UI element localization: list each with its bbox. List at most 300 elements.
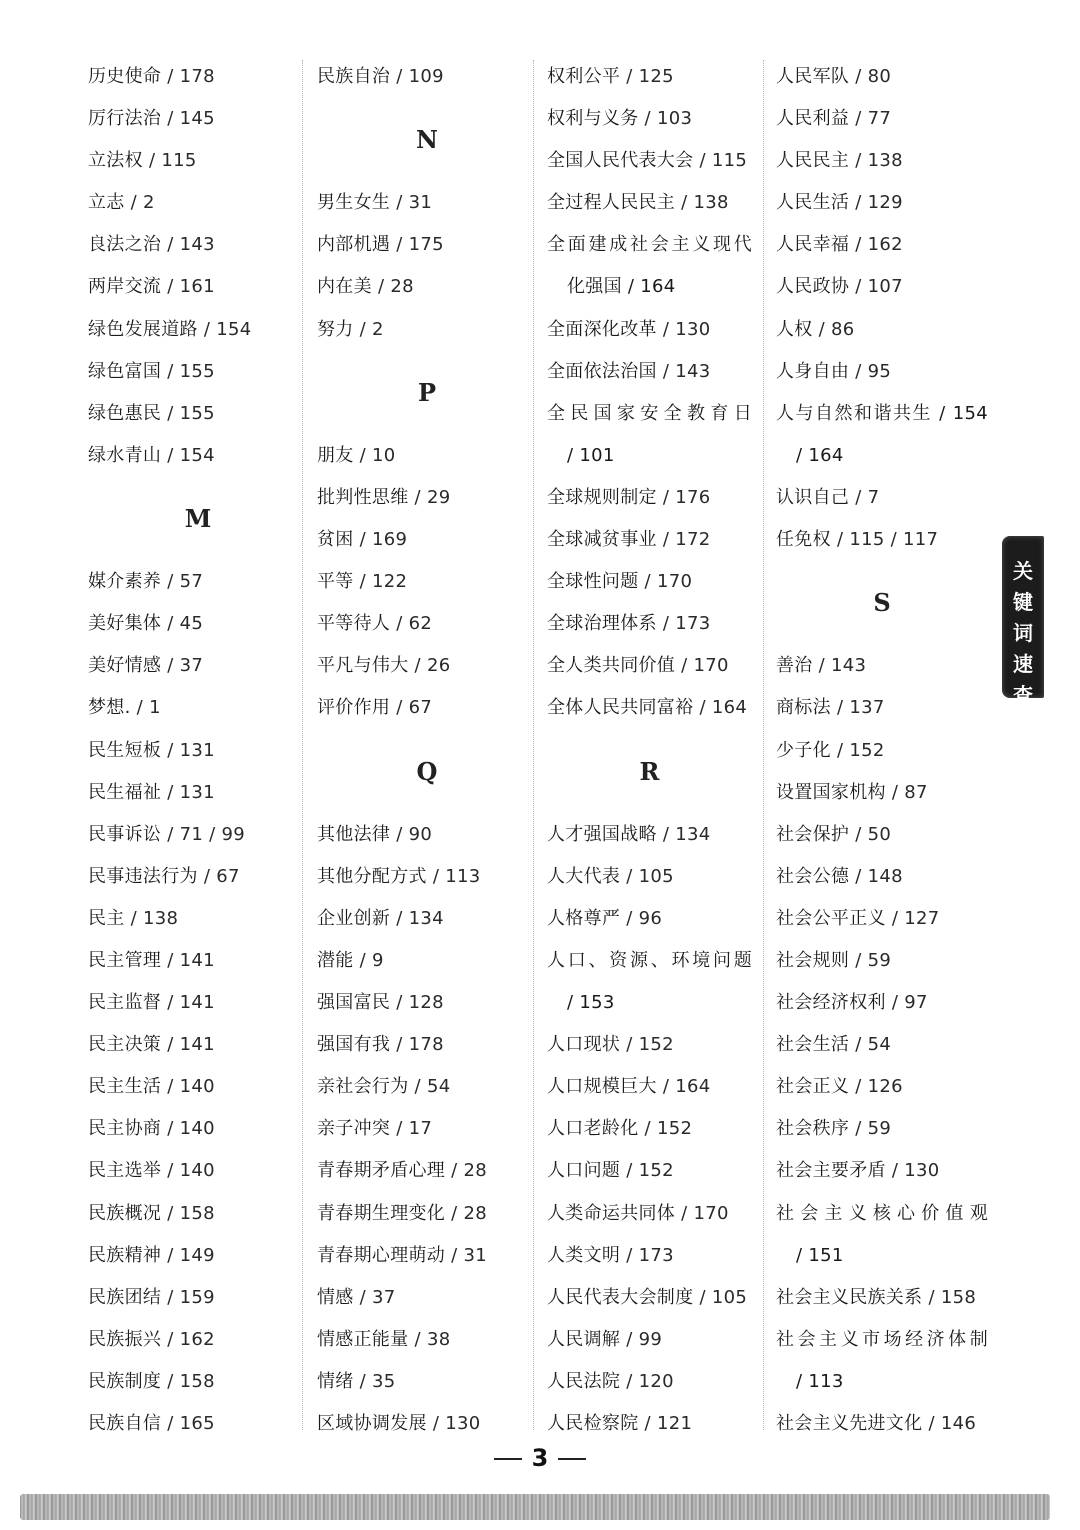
index-separator: / [855,865,862,887]
index-separator: / [451,1202,458,1224]
index-page-ref: 115 / 117 [849,529,939,551]
index-separator: / [396,907,403,929]
index-separator: / [359,1286,367,1308]
index-term: 民族团结 [88,1286,162,1308]
index-entry [776,940,988,982]
index-page-ref: 127 [904,907,940,929]
index-term: 内在美 [317,276,372,298]
index-entry [547,393,752,477]
index-entry [88,1235,308,1277]
index-entry [776,1066,988,1108]
index-separator: / [167,1286,174,1308]
index-entry [88,730,308,772]
index-page-ref: / 101 [567,444,615,466]
index-separator: / [414,655,421,677]
index-entry [547,561,752,603]
index-entry [88,603,308,645]
index-separator: / [167,1160,174,1182]
index-term: 情感正能量 [317,1328,409,1350]
index-separator: / [167,949,174,971]
index-separator: / [167,1244,174,1266]
index-separator: / [836,739,844,761]
index-page-ref: 134 [675,823,711,845]
index-page-ref: 87 [904,781,928,803]
index-separator: / [414,1076,421,1098]
index-separator: / [836,529,844,551]
index-separator: / [662,360,670,382]
index-separator: / [891,781,899,803]
index-entry [317,224,537,266]
index-entry [776,1108,988,1150]
index-term: 社会生活 [776,1034,850,1056]
index-term: 全国人民代表大会 [547,150,694,172]
index-separator: / [414,486,421,508]
index-term: 其他法律 [317,823,391,845]
index-page-ref: 143 [831,655,867,677]
index-entry [88,309,308,351]
index-term: 民生福祉 [88,781,162,803]
index-page-ref: / 153 [567,992,615,1014]
index-term: 民主监督 [88,992,162,1014]
index-term: 民主选举 [88,1160,162,1182]
index-separator: / [167,992,174,1014]
index-separator: / [855,1034,862,1056]
index-page-ref: 173 [675,613,711,635]
index-separator: / [167,655,174,677]
index-entry [776,856,988,898]
index-page-ref: 175 [408,234,444,256]
index-separator: / [626,66,633,87]
index-entry [88,1193,308,1235]
index-term: 媒介素养 [88,571,162,593]
index-term: 立志 [88,192,125,214]
index-term: 男生女生 [317,192,391,214]
index-term: 民事诉讼 [88,823,162,845]
index-entry [317,561,537,603]
index-term: 人民幸福 [776,234,850,256]
index-separator: / [167,402,174,424]
index-entry [776,182,988,224]
index-page-ref: 164 [675,1076,711,1098]
index-page-ref: 90 [408,823,433,845]
index-separator: / [681,1202,688,1224]
index-term: 美好情感 [88,655,162,677]
index-term: 人民检察院 [547,1413,639,1434]
index-page-ref: 178 [408,1034,444,1056]
index-entry [88,393,308,435]
index-separator: / [396,823,403,845]
index-page-ref: 62 [408,613,433,635]
index-term: 善治 [776,655,813,677]
index-entry [88,266,308,308]
index-separator: / [396,613,403,635]
index-separator: / [891,907,899,929]
index-separator: / [167,1118,174,1140]
index-entry [547,1108,752,1150]
index-term: 潜能 [317,949,354,971]
index-column-2 [317,56,537,1445]
index-entry [88,1403,308,1445]
index-term: 人大代表 [547,865,621,887]
index-entry [317,603,537,645]
index-separator: / [626,1328,633,1350]
index-page-ref: 176 [675,486,711,508]
index-entry [776,1403,988,1445]
index-term: 人民调解 [547,1328,621,1350]
tab-char: 速 [1013,652,1033,676]
index-page-ref: / 113 [796,1370,844,1392]
index-page-ref: 57 [179,571,204,593]
index-entry [317,1277,537,1319]
index-term: 社会正义 [776,1076,850,1098]
index-page-ref: 140 [179,1076,215,1098]
index-term: 权利公平 [547,66,621,87]
index-page-ref: 28 [463,1202,488,1224]
index-separator: / [855,192,862,214]
index-term: 民族自治 [317,66,391,87]
index-term: 社会秩序 [776,1118,850,1140]
index-entry [317,1108,537,1150]
index-term: 人口现状 [547,1034,621,1056]
index-term: 历史使命 [88,66,162,87]
index-entry [88,982,308,1024]
index-page-ref: 99 [638,1328,663,1350]
index-term: 人格尊严 [547,907,621,929]
index-separator: / [662,529,670,551]
index-term: 企业创新 [317,907,391,929]
index-term: 民主生活 [88,1076,162,1098]
index-entry [547,477,752,519]
index-page-ref: 115 [711,150,748,172]
index-separator: / [626,1160,633,1182]
index-entry [88,1150,308,1192]
index-term: 全过程人民民主 [547,192,676,214]
index-entry [547,1235,752,1277]
index-entry [88,435,308,477]
index-entry [317,645,537,687]
index-separator: / [644,1413,651,1434]
index-entry [776,477,988,519]
index-term: 商标法 [776,697,831,719]
index-term: 人才强国战略 [547,823,657,845]
index-separator: / [626,907,633,929]
index-entry [317,1361,537,1403]
index-term: 全面深化改革 [547,318,657,340]
index-term: 社会经济权利 [776,992,886,1014]
index-page-ref: 161 [179,276,215,298]
index-page-ref: 141 [179,992,215,1014]
index-term: 人民军队 [776,66,850,87]
index-term: 批判性思维 [317,486,409,508]
index-page-ref: 122 [372,571,408,593]
index-entry [88,1108,308,1150]
index-term: 全面建成社会主义现代 [547,234,752,256]
index-separator: / [167,444,174,466]
index-entry [547,814,752,856]
index-entry [317,1024,537,1066]
index-term: 社会主义民族关系 [776,1286,923,1308]
column-divider [533,60,534,1430]
index-term: 民主管理 [88,949,162,971]
index-term: 认识自己 [776,486,850,508]
index-entry [776,687,988,729]
index-term: 亲子冲突 [317,1118,391,1140]
index-page-ref: 54 [867,1034,892,1056]
index-separator: / [167,66,174,87]
index-page-ref: 129 [867,192,903,214]
index-entry [317,1150,537,1192]
index-page-ref: 152 [656,1118,693,1140]
index-page-ref: 2 [372,318,384,340]
index-term: 青春期生理变化 [317,1202,446,1224]
index-term: 绿色惠民 [88,402,162,424]
index-page-ref: 158 [179,1202,215,1224]
index-page-ref: 138 [867,150,903,172]
index-term: 社会保护 [776,823,850,845]
index-entry [88,98,308,140]
index-separator: / [167,1413,174,1434]
index-separator: / [818,655,826,677]
index-page-ref: 77 [867,108,892,130]
index-page-ref: 105 [711,1286,748,1308]
index-entry [776,519,988,561]
index-page-ref: / 164 [796,444,844,466]
index-entry [547,1193,752,1235]
index-page-ref: 152 [638,1160,674,1182]
index-term: 朋友 [317,444,354,466]
index-separator: / [167,1034,174,1056]
index-entry [776,393,988,477]
index-separator: / [167,571,174,593]
index-page-ref: 45 [179,613,204,635]
index-separator: / [359,444,367,466]
index-page-ref: 67 [408,697,433,719]
index-separator: / [855,234,862,256]
index-term: 良法之治 [88,234,162,256]
index-separator: / [818,318,826,340]
index-page-ref: 10 [372,444,396,466]
index-term: 青春期心理萌动 [317,1244,446,1266]
index-page-ref: 105 [638,865,674,887]
index-term: 其他分配方式 [317,865,427,887]
index-separator: / [644,1118,651,1140]
index-separator: / [855,150,862,172]
section-letter-heading: M [184,503,212,533]
index-page-ref: 178 [179,66,215,87]
index-term: 梦想. [88,697,131,719]
index-page-ref: 128 [408,992,444,1014]
index-page-ref: 143 [179,234,215,256]
index-entry [88,687,308,729]
index-term: 努力 [317,318,354,340]
index-term: 评价作用 [317,697,391,719]
index-term: 人口问题 [547,1160,621,1182]
index-entry [317,182,537,224]
index-entry [776,224,988,266]
index-entry [317,940,537,982]
index-entry [776,1193,988,1277]
section-letter-heading: P [417,377,437,407]
index-separator: / [855,66,862,87]
index-separator: / [855,276,862,298]
index-term: 美好集体 [88,613,162,635]
index-page-ref: 169 [372,529,408,551]
index-entry [547,309,752,351]
index-separator: / [396,66,403,87]
index-term: 人类命运共同体 [547,1202,676,1224]
index-page-ref: 170 [656,571,693,593]
index-page-ref: 130 [445,1413,481,1434]
index-entry [317,1235,537,1277]
tab-char: 词 [1013,621,1033,645]
index-entry [317,814,537,856]
index-entry [776,266,988,308]
index-page-ref: 162 [867,234,903,256]
index-page-ref: 50 [867,823,892,845]
index-entry [317,477,537,519]
index-separator: / [891,1160,899,1182]
index-entry [547,224,752,308]
index-entry [547,940,752,1024]
index-page-ref: 115 [161,150,197,172]
index-page-ref: 107 [867,276,903,298]
index-entry [776,140,988,182]
index-entry [547,140,752,182]
index-entry [547,182,752,224]
index-separator: / [203,318,211,340]
index-term: 亲社会行为 [317,1076,409,1098]
index-separator: / [855,1076,862,1098]
index-page-ref: 134 [408,907,444,929]
index-column-3 [547,56,752,1445]
index-page-ref: 140 [179,1118,215,1140]
index-separator: / [396,234,403,256]
index-entry [88,898,308,940]
index-column-1 [88,56,308,1445]
index-page-ref: 130 [904,1160,940,1182]
index-term: 人口、资源、环境问题 [547,949,752,971]
index-term: 社会主义核心价值观 [776,1202,988,1224]
index-separator: / [855,486,862,508]
index-term: 民族振兴 [88,1328,162,1350]
index-term: 全球性问题 [547,571,639,593]
index-separator: / [928,1286,935,1308]
index-separator: / [662,486,670,508]
index-separator: / [928,1413,935,1434]
index-page-ref: 29 [426,486,451,508]
index-term: 人权 [776,318,813,340]
index-separator: / [644,571,651,593]
index-page-ref: 35 [372,1370,396,1392]
index-term: 人口规模巨大 [547,1076,657,1098]
index-entry [776,1024,988,1066]
index-separator: / [359,1370,367,1392]
index-entry [547,98,752,140]
index-term: 全体人民共同富裕 [547,697,694,719]
index-page-ref: 158 [940,1286,977,1308]
index-page-ref: 86 [831,318,855,340]
index-term: 贫困 [317,529,354,551]
page-number-value: 3 [531,1444,549,1472]
index-separator: / [203,865,211,887]
index-separator: / [626,1034,633,1056]
index-term: 全民国家安全教育日 [547,402,752,424]
index-separator: / [681,655,688,677]
index-entry [776,1277,988,1319]
index-separator: / [130,192,138,214]
index-entry [547,1024,752,1066]
index-page-ref: 141 [179,949,215,971]
index-page-ref: 152 [849,739,885,761]
index-separator: / [396,1034,403,1056]
index-separator: / [167,781,174,803]
index-separator: / [167,1076,174,1098]
index-separator: / [891,992,899,1014]
index-entry [776,898,988,940]
index-page-ref: 59 [867,949,892,971]
index-page-ref: 71 / 99 [179,823,246,845]
index-separator: / [855,108,862,130]
index-entry [547,56,752,98]
index-separator: / [855,360,862,382]
index-page-ref: 164 [711,697,748,719]
index-term: 绿水青山 [88,444,162,466]
index-term: 情绪 [317,1370,354,1392]
index-term: 社会公德 [776,865,850,887]
index-entry [317,982,537,1024]
index-page-ref: 67 [216,865,240,887]
keyword-quick-lookup-tab [1002,536,1044,707]
index-page-ref: 146 [940,1413,977,1434]
index-separator: / [359,318,367,340]
index-page-ref: 28 [463,1160,488,1182]
section-letter-heading: N [416,125,438,155]
index-separator: / [130,907,138,929]
index-page-ref: 38 [426,1328,451,1350]
index-separator: / [626,865,633,887]
index-entry [317,898,537,940]
index-entry [88,940,308,982]
index-page-ref: 97 [904,992,928,1014]
index-separator: / [662,318,670,340]
index-separator: / [699,150,706,172]
index-term: 人口老龄化 [547,1118,639,1140]
index-separator: / [855,949,862,971]
index-page-ref: 7 [867,486,880,508]
section-letter-heading: Q [416,756,438,786]
index-page-ref: 154 [216,318,252,340]
index-entry [547,1066,752,1108]
index-separator: / [626,1370,633,1392]
index-term: 社会主义市场经济体制 [776,1328,988,1350]
index-term: 人与自然和谐共生 / 154 [776,402,988,424]
index-separator: / [167,234,174,256]
decorative-bottom-strip [20,1494,1050,1520]
section-letter-heading: R [639,756,660,786]
index-term: 少子化 [776,739,831,761]
index-term: 人民代表大会制度 [547,1286,694,1308]
index-term: 设置国家机构 [776,781,886,803]
index-separator: / [644,108,651,130]
index-separator: / [432,865,440,887]
index-entry [88,351,308,393]
index-term: 社会主要矛盾 [776,1160,886,1182]
index-column-4 [776,56,988,1445]
index-separator: / [451,1244,458,1266]
index-term: 绿色发展道路 [88,318,198,340]
index-separator: / [167,1202,174,1224]
index-term: 任免权 [776,529,831,551]
